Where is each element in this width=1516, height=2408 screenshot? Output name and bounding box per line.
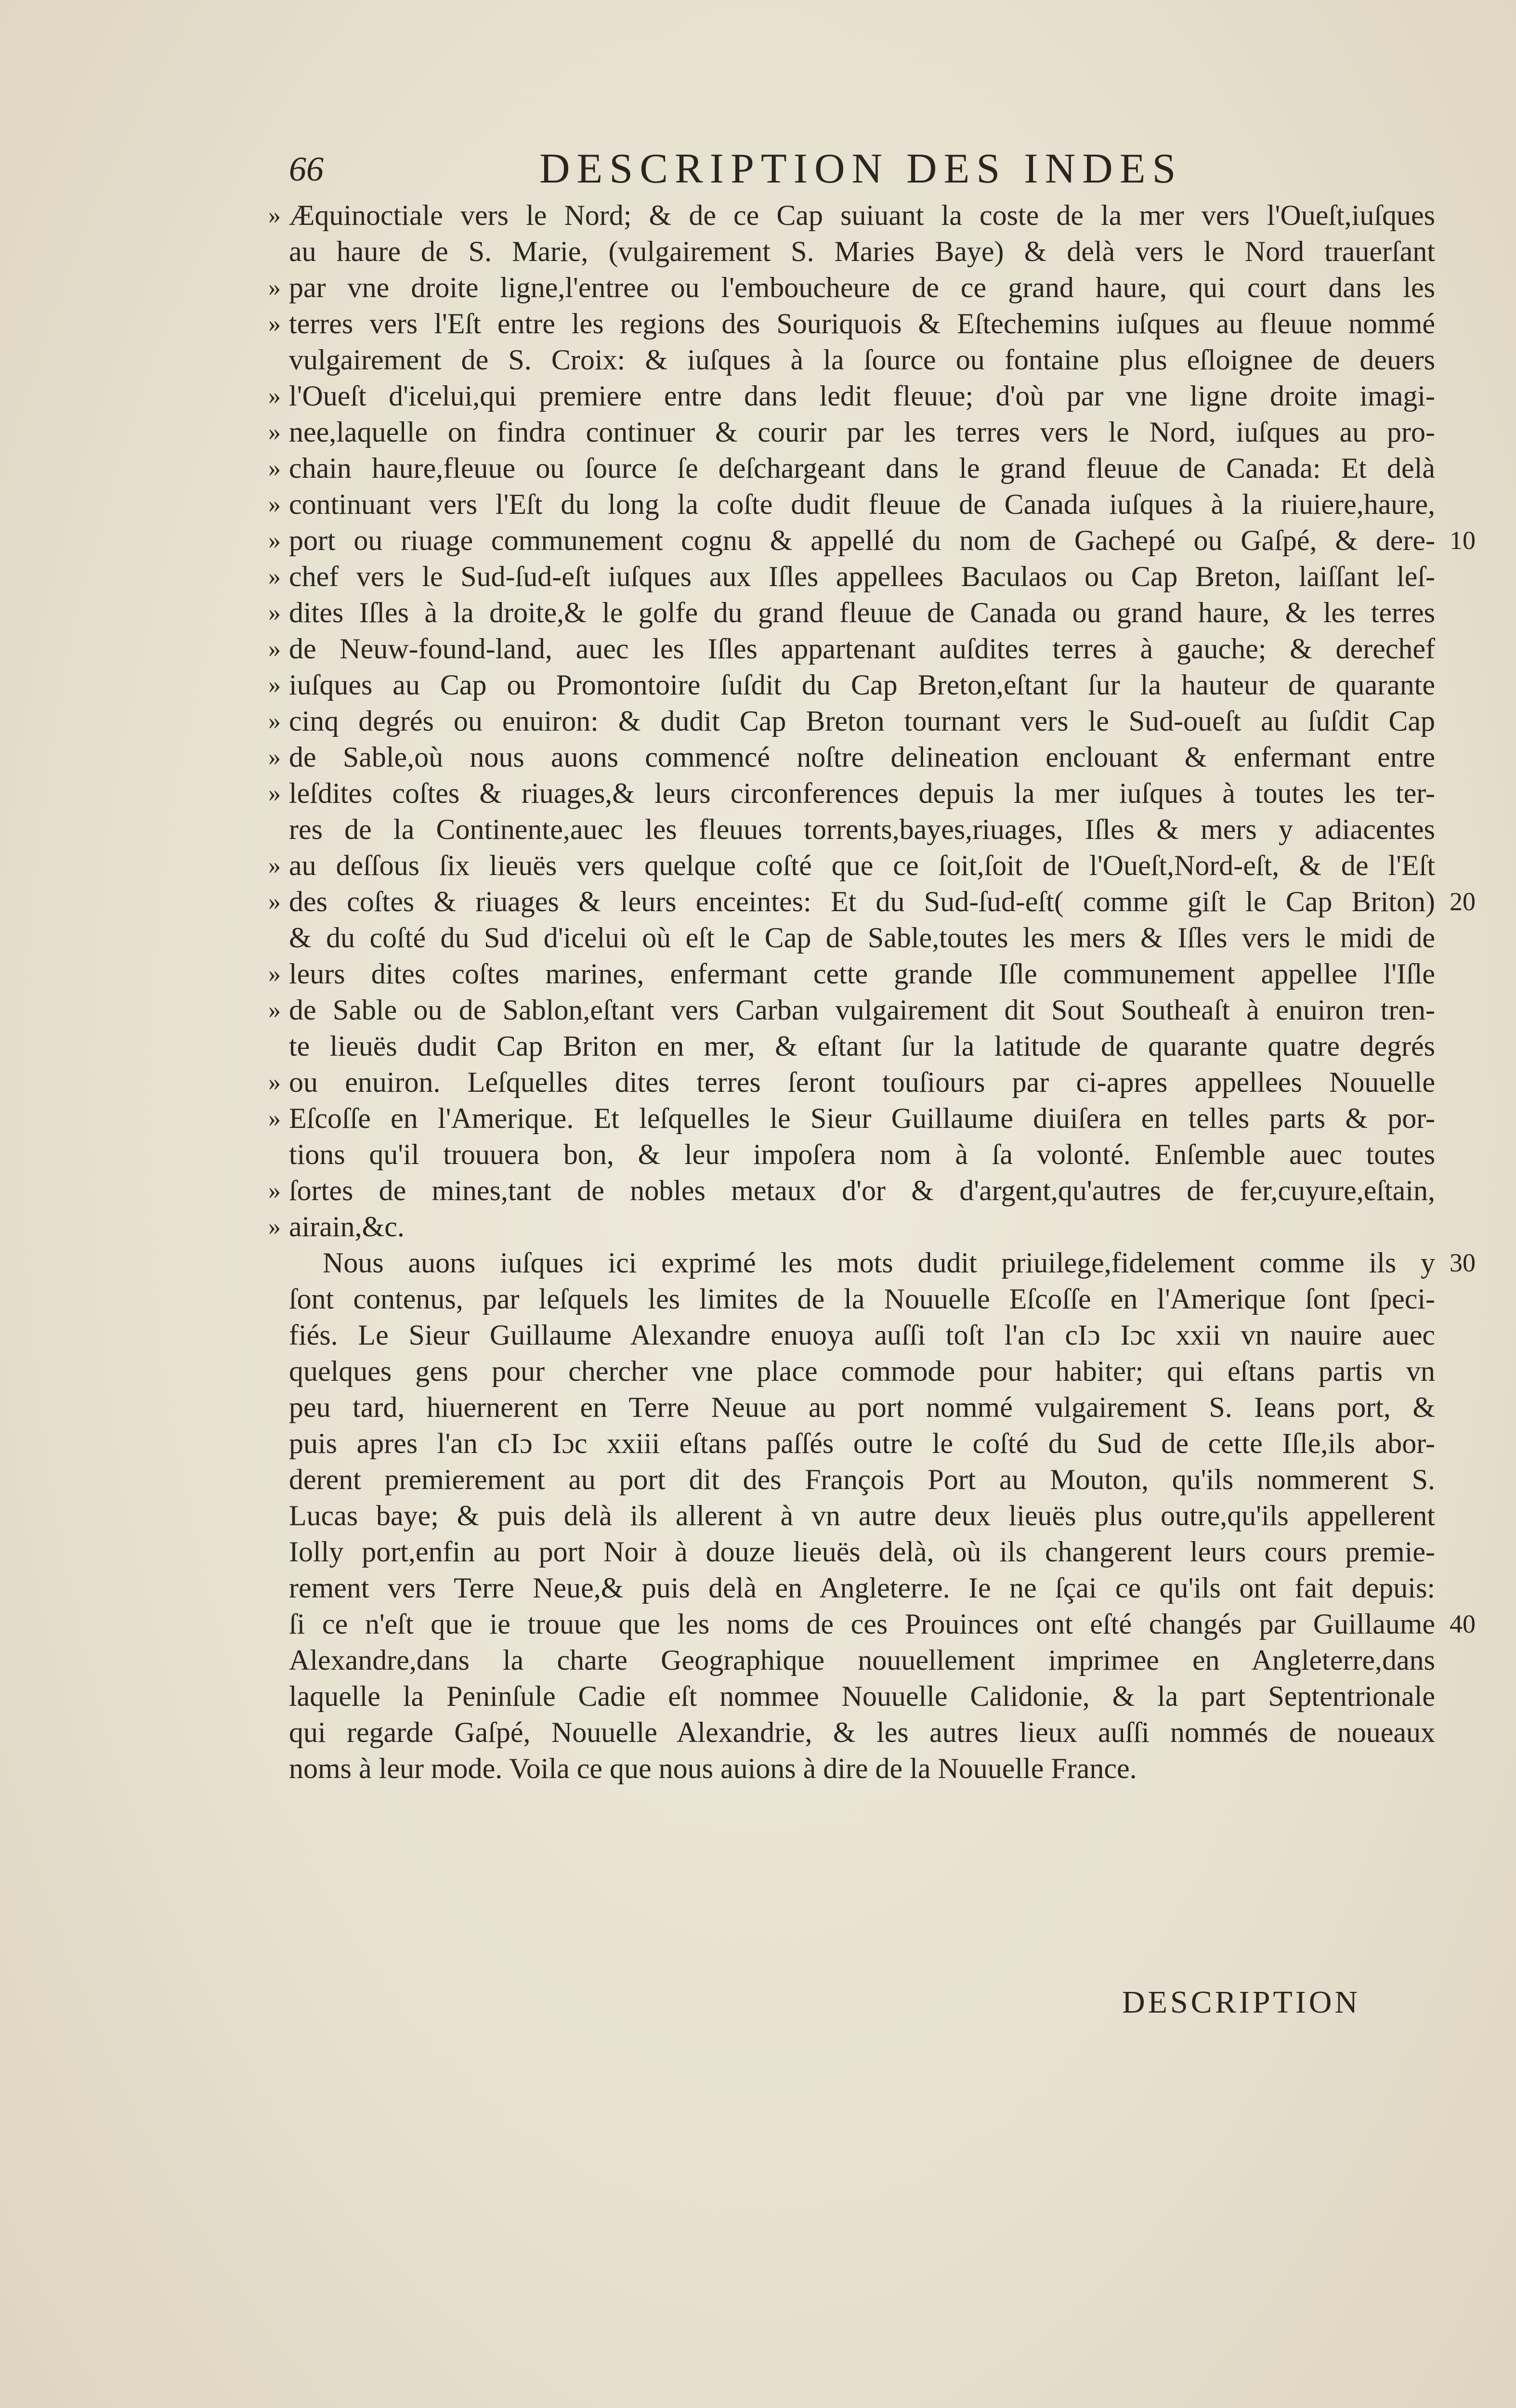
line-text: au deſſous ſix lieuës vers quelque coſté que ce ſoit,ſoit de l'Oueſt,Nord-eſt, & de l'Eſt (289, 850, 1435, 881)
text-line (268, 414, 1435, 450)
line-text: dites Iſles à la droite,& le golfe du grand fleuue de Canada ou grand haure, & les terres (289, 597, 1435, 628)
line-text: qui regarde Gaſpé, Nouuelle Alexandrie, & les autres lieux auſſi nommés de noueaux (289, 1716, 1435, 1748)
line-text: de Neuw-found-land, auec les Iſles appartenant auſdites terres à gauche; & derechef (289, 633, 1435, 665)
text-line (268, 1209, 1435, 1245)
text-line (268, 450, 1435, 486)
running-title: DESCRIPTION DES INDES (539, 145, 1183, 192)
line-text: te lieuës dudit Cap Briton en mer, & eſtant ſur la latitude de quarante quatre degrés (289, 1030, 1435, 1062)
line-text: Nous auons iuſques ici exprimé les mots dudit priuilege,fidelement comme ils y (323, 1247, 1435, 1279)
line-text: l'Oueſt d'icelui,qui premiere entre dans ledit fleuue; d'où par vne ligne droite imagi- (289, 380, 1435, 412)
text-line (289, 1426, 1435, 1462)
quote-mark: » (268, 1105, 281, 1132)
line-text: airain,&c. (289, 1211, 405, 1243)
text-line (289, 1353, 1435, 1389)
line-text: de Sable,où nous auons commencé noſtre delineation enclouant & enfermant entre (289, 741, 1435, 773)
line-text: ou enuiron. Leſquelles dites terres ſeront touſiours par ci-apres appellees Nouuelle (289, 1066, 1435, 1098)
quote-mark: » (268, 888, 281, 916)
text-line (289, 1642, 1435, 1678)
line-number: 30 (1450, 1248, 1476, 1277)
text-line (289, 1751, 1435, 1787)
text-line (289, 1245, 1476, 1281)
line-text: des coſtes & riuages & leurs enceintes: Et du Sud-ſud-eſt( comme giſt le Cap Briton) (289, 886, 1435, 917)
line-text: tions qu'il trouuera bon, & leur impoſera nom à ſa volonté. Enſemble auec toutes (289, 1139, 1435, 1170)
text-line (289, 1714, 1435, 1751)
text-line (289, 811, 1435, 848)
quote-mark: » (268, 1177, 281, 1204)
line-number: 20 (1450, 887, 1476, 916)
quote-mark: » (268, 310, 281, 338)
line-number: 10 (1450, 526, 1476, 555)
line-text: rement vers Terre Neue,& puis delà en Angleterre. Ie ne ſçai ce qu'ils ont fait depuis: (289, 1572, 1435, 1604)
text-line (289, 1498, 1435, 1534)
text-line (268, 992, 1435, 1028)
line-text: leurs dites coſtes marines, enfermant cette grande Iſle communement appellee l'Iſle (289, 958, 1435, 990)
text-line (268, 667, 1435, 703)
line-text: nee,laquelle on findra continuer & courir par les terres vers le Nord, iuſques au pro- (289, 416, 1435, 448)
quote-mark: » (268, 635, 281, 663)
line-text: derent premierement au port dit des François Port au Mouton, qu'ils nommerent S. (289, 1464, 1435, 1495)
line-text: de Sable ou de Sablon,eſtant vers Carban vulgairement dit Sout Southeaſt à enuiron tren- (289, 994, 1435, 1026)
line-text: ſi ce n'eſt que ie trouue que les noms de ces Prouinces ont eſté changés par Guillaume (289, 1608, 1435, 1640)
line-text: par vne droite ligne,l'entree ou l'embouchеure de ce grand haure, qui court dans les (289, 272, 1435, 303)
page-header (289, 144, 1252, 197)
quote-mark: » (268, 852, 281, 879)
text-line (268, 1173, 1435, 1209)
line-text: port ou riuage communement cognu & appellé du nom de Gachepé ou Gaſpé, & dere- (289, 524, 1435, 556)
text-line (268, 197, 1435, 234)
text-line (268, 595, 1435, 631)
text-line (268, 559, 1435, 595)
line-text: ſont contenus, par leſquels les limites de la Nouuelle Eſcoſſe en l'Amerique ſont ſpeci- (289, 1283, 1435, 1315)
quote-mark: » (268, 382, 281, 410)
text-line (268, 631, 1435, 667)
line-text: noms à leur mode. Voila ce que nous auions à dire de la Nouuelle France. (289, 1753, 1137, 1784)
line-text: cinq degrés ou enuiron: & dudit Cap Breton tournant vers le Sud-oueſt au ſuſdit Cap (289, 705, 1435, 737)
line-text: terres vers l'Eſt entre les regions des Souriquois & Eſtechemins iuſques au fleuue nommé (289, 308, 1435, 340)
text-line (268, 378, 1435, 414)
text-line (289, 342, 1435, 378)
line-text: fiés. Le Sieur Guillaume Alexandre enuoya auſſi toſt l'an cIɔ Iɔc xxii vn nauire auec (289, 1319, 1435, 1351)
text-line (268, 1064, 1435, 1100)
line-text: laquelle la Peninſule Cadie eſt nommee Nouuelle Calidonie, & la part Septentrionale (289, 1680, 1435, 1712)
quote-mark: » (268, 780, 281, 807)
text-line (268, 270, 1435, 306)
text-line (268, 775, 1435, 811)
quote-mark: » (268, 996, 281, 1024)
quote-mark: » (268, 1213, 281, 1241)
text-line (289, 1028, 1435, 1064)
quote-mark: » (268, 671, 281, 699)
line-text: Alexandre,dans la charte Geographique nouuellement imprimee en Angleterre,dans (289, 1644, 1435, 1676)
folio-number: 66 (289, 150, 324, 188)
text-line (289, 1678, 1435, 1714)
line-text: peu tard, hiuernerent en Terre Neuue au port nommé vulgairement S. Ieans port, & (289, 1391, 1435, 1423)
line-text: res de la Continente,auec les fleuues torrents,bayes,riuages, Iſles & mers y adiacentes (289, 813, 1435, 845)
line-number: 40 (1450, 1610, 1476, 1638)
text-line (289, 1570, 1435, 1606)
text-line (268, 739, 1435, 775)
text-line (268, 956, 1435, 992)
text-line (289, 1389, 1435, 1426)
quote-mark: » (268, 563, 281, 590)
text-line (289, 1534, 1435, 1570)
line-text: & du coſté du Sud d'icelui où eſt le Cap de Sable,toutes les mers & Iſles vers le midi de (289, 922, 1435, 954)
text-line (268, 703, 1435, 739)
text-line (289, 234, 1435, 270)
catchword: DESCRIPTION (1122, 1985, 1361, 2020)
quote-mark: » (268, 1069, 281, 1096)
quote-mark: » (268, 491, 281, 518)
quote-mark: » (268, 960, 281, 988)
quote-mark: » (268, 455, 281, 482)
line-text: Lucas baye; & puis delà ils allerent à vn autre deux lieuës plus outre,qu'ils appellerent (289, 1500, 1435, 1531)
line-text: Æquinoctiale vers le Nord; & de ce Cap suiuant la coste de la mer vers l'Oueſt,iuſques (289, 199, 1435, 231)
line-text: quelques gens pour chercher vne place commode pour habiter; qui eſtans partis vn (289, 1355, 1435, 1387)
text-line (289, 920, 1435, 956)
line-text: Iolly port,enfin au port Noir à douze lieuës delà, où ils changerent leurs cours premie- (289, 1536, 1435, 1568)
quote-mark: » (268, 707, 281, 735)
text-line (289, 1281, 1435, 1317)
line-text: puis apres l'an cIɔ Iɔc xxiii eſtans paſſés outre le coſté du Sud de cette Iſle,ils abor- (289, 1427, 1435, 1459)
text-line (268, 523, 1476, 559)
quote-mark: » (268, 419, 281, 446)
body-text (268, 197, 1476, 1787)
quote-mark: » (268, 527, 281, 554)
line-text: chef vers le Sud-ſud-eſt iuſques aux Iſles appellees Baculaos ou Cap Breton, laiſſant leſ- (289, 561, 1435, 592)
quote-mark: » (268, 744, 281, 771)
text-line (289, 1137, 1435, 1173)
line-text: ſortes de mines,tant de nobles metaux d'or & d'argent,qu'autres de fer,cuyure,eſtain, (289, 1175, 1435, 1206)
line-text: chain haure,fleuue ou ſource ſe deſchargeant dans le grand fleuue de Canada: Et delà (289, 452, 1435, 484)
text-line (268, 486, 1435, 523)
line-text: leſdites coſtes & riuages,& leurs circonferences depuis la mer iuſques à toutes les ter- (289, 777, 1435, 809)
text-line (268, 306, 1435, 342)
line-text: vulgairement de S. Croix: & iuſques à la ſource ou fontaine plus eſloignee de deuers (289, 344, 1435, 376)
text-line (268, 884, 1476, 920)
text-line (289, 1606, 1476, 1642)
quote-mark: » (268, 599, 281, 627)
text-line (268, 848, 1435, 884)
line-text: Eſcoſſe en l'Amerique. Et leſquelles le Sieur Guillaume diuiſera en telles parts & por- (289, 1102, 1435, 1134)
line-text: iuſques au Cap ou Promontoire ſuſdit du Cap Breton,eſtant ſur la hauteur de quarante (289, 669, 1435, 701)
line-text: continuant vers l'Eſt du long la coſte dudit fleuue de Canada iuſques à la riuiere,haure, (289, 488, 1435, 520)
quote-mark: » (268, 202, 281, 229)
text-line (289, 1462, 1435, 1498)
line-text: au haure de S. Marie, (vulgairement S. Maries Baye) & delà vers le Nord trauerſant (289, 236, 1435, 267)
text-line (289, 1317, 1435, 1353)
quote-mark: » (268, 274, 281, 301)
text-line (268, 1100, 1435, 1137)
